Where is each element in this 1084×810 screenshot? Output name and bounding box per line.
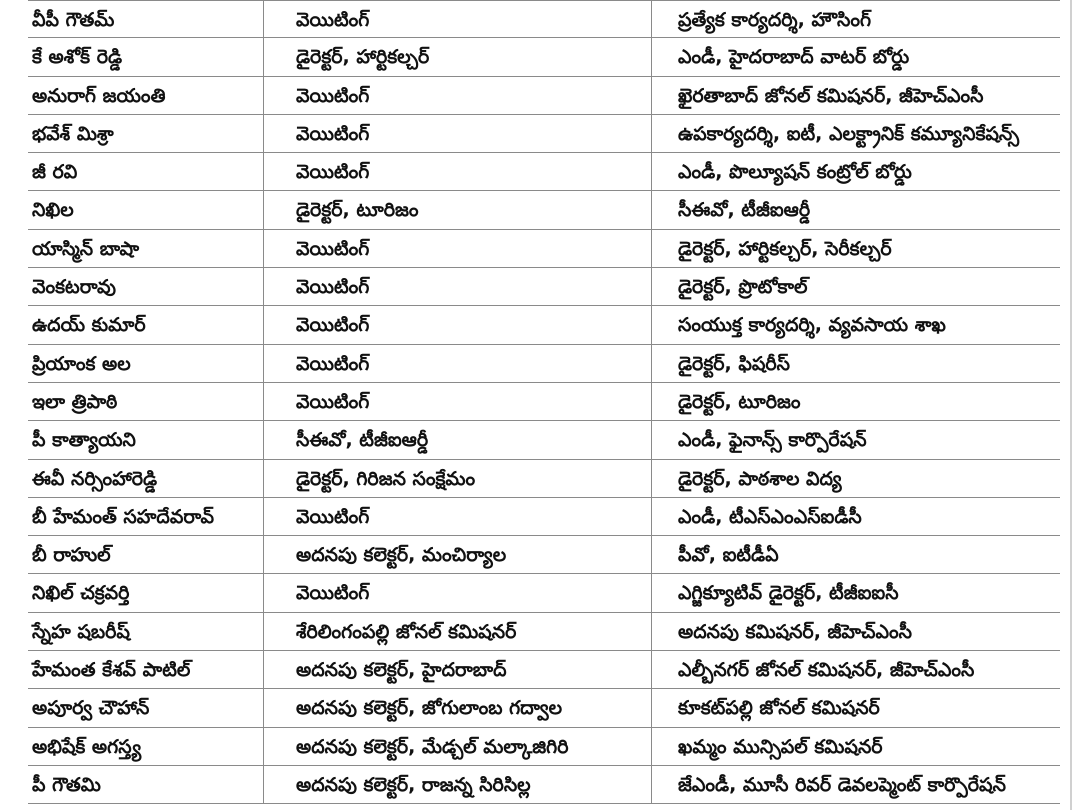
table-row — [28, 345, 1060, 383]
new-post-cell: ఎండీ, హైదరాబాద్ వాటర్ బోర్డు — [678, 46, 910, 69]
table-row — [28, 613, 1060, 651]
officer-name-cell: భవేశ్ మిశ్రా — [28, 115, 264, 152]
officer-name-cell: ఈవీ నర్సింహారెడ్డి — [28, 460, 264, 497]
officer-name-cell: నిఖిల — [28, 191, 264, 228]
new-post-cell: ఎండీ, టీఎస్ఎంఎస్ఐడీసీ — [678, 505, 862, 528]
table-row — [28, 115, 1060, 153]
new-post-cell: ఖమ్మం మున్సిపల్ కమిషనర్ — [678, 735, 883, 758]
officer-name-cell: వెంకటరావు — [28, 268, 264, 305]
table-row — [28, 651, 1060, 689]
officer-name-cell: ప్రియాంక అల — [28, 345, 264, 382]
table-row — [28, 191, 1060, 229]
officer-name-cell: యాస్మిన్ బాషా — [28, 230, 264, 267]
new-post-cell: ఉపకార్యదర్శి, ఐటీ, ఎలక్ట్రానిక్ కమ్యూనికేషన్స్ — [678, 122, 1020, 145]
new-post-cell: డైరెక్టర్, పాఠశాల విద్య — [678, 467, 842, 490]
previous-post-cell: వెయిటింగ్ — [264, 574, 652, 611]
transfers-table — [28, 0, 1060, 804]
table-row — [28, 38, 1060, 76]
table-row — [28, 383, 1060, 421]
table-row — [28, 460, 1060, 498]
officer-name-cell: ఉదయ్ కుమార్ — [28, 306, 264, 343]
table-row — [28, 766, 1060, 804]
previous-post-cell: వెయిటింగ్ — [264, 77, 652, 114]
new-post-cell: ఎండీ, ఫైనాన్స్ కార్పొరేషన్ — [678, 429, 867, 452]
new-post-cell: డైరెక్టర్, ఫిషరీస్ — [678, 352, 791, 375]
new-post-cell: కూకట్‌పల్లి జోనల్ కమిషనర్ — [678, 697, 880, 720]
previous-post-cell: అదనపు కలెక్టర్, మంచిర్యాల — [264, 536, 652, 573]
previous-post-cell: వెయిటింగ్ — [264, 306, 652, 343]
table-row — [28, 77, 1060, 115]
new-post-cell: ఎల్బీనగర్ జోనల్ కమిషనర్, జీహెచ్ఎంసీ — [678, 659, 975, 682]
previous-post-cell: వెయిటింగ్ — [264, 498, 652, 535]
officer-name-cell: బీ హేమంత్ సహదేవరావ్ — [28, 498, 264, 535]
new-post-cell: డైరెక్టర్, టూరిజం — [678, 390, 801, 413]
page-edge-divider — [1070, 0, 1072, 810]
officer-name-cell: బీ రాహుల్ — [28, 536, 264, 573]
previous-post-cell: వెయిటింగ్ — [264, 1, 652, 37]
table-row — [28, 728, 1060, 766]
table-row — [28, 421, 1060, 459]
officer-name-cell: అనురాగ్ జయంతి — [28, 77, 264, 114]
previous-post-cell: అదనపు కలెక్టర్, జోగులాంబ గద్వాల — [264, 689, 652, 726]
table-row — [28, 498, 1060, 536]
previous-post-cell: వెయిటింగ్ — [264, 115, 652, 152]
officer-name-cell: ఇలా త్రిపాఠి — [28, 383, 264, 420]
officer-name-cell: పీ కాత్యాయని — [28, 421, 264, 458]
officer-name-cell: అపూర్వ చౌహాన్ — [28, 689, 264, 726]
officer-name-cell: వీపీ గౌతమ్ — [28, 1, 264, 37]
new-post-cell: సంయుక్త కార్యదర్శి, వ్యవసాయ శాఖ — [678, 314, 946, 337]
previous-post-cell: అదనపు కలెక్టర్, హైదరాబాద్ — [264, 651, 652, 688]
new-post-cell: డైరెక్టర్, ప్రొటోకాల్ — [678, 276, 808, 299]
table-row — [28, 153, 1060, 191]
previous-post-cell: వెయిటింగ్ — [264, 268, 652, 305]
new-post-cell: పీవో, ఐటీడీఏ — [678, 544, 779, 567]
table-body — [28, 0, 1060, 804]
table-row — [28, 574, 1060, 612]
previous-post-cell: డైరెక్టర్, టూరిజం — [264, 191, 652, 228]
new-post-cell: సీఈవో, టీజీఐఆర్డీ — [678, 199, 811, 222]
previous-post-cell: సీఈవో, టీజీఐఆర్డీ — [264, 421, 652, 458]
officer-name-cell: జీ రవి — [28, 153, 264, 190]
table-row — [28, 689, 1060, 727]
previous-post-cell: వెయిటింగ్ — [264, 230, 652, 267]
officer-name-cell: పీ గౌతమి — [28, 766, 264, 803]
table-row — [28, 230, 1060, 268]
officer-name-cell: హేమంత కేశవ్ పాటిల్ — [28, 651, 264, 688]
previous-post-cell: వెయిటింగ్ — [264, 383, 652, 420]
table-row — [28, 536, 1060, 574]
previous-post-cell: డైరెక్టర్, హార్టికల్చర్ — [264, 38, 652, 75]
new-post-cell: ఎండీ, పొల్యూషన్ కంట్రోల్ బోర్డు — [678, 161, 912, 184]
previous-post-cell: వెయిటింగ్ — [264, 153, 652, 190]
previous-post-cell: అదనపు కలెక్టర్, మేడ్చల్ మల్కాజిగిరి — [264, 728, 652, 765]
officer-name-cell: అభిషేక్ అగస్త్య — [28, 728, 264, 765]
new-post-cell: జేఎండీ, మూసీ రివర్ డెవలప్మెంట్ కార్పొరేషన్ — [678, 773, 1006, 796]
officer-name-cell: కే అశోక్ రెడ్డి — [28, 38, 264, 75]
new-post-cell: ఖైరతాబాద్ జోనల్ కమిషనర్, జీహెచ్ఎంసీ — [678, 84, 984, 107]
new-post-cell: అదనపు కమిషనర్, జీహెచ్ఎంసీ — [678, 620, 912, 643]
new-post-cell: ప్రత్యేక కార్యదర్శి, హౌసింగ్ — [678, 9, 872, 31]
previous-post-cell: శేరిలింగంపల్లి జోనల్ కమిషనర్ — [264, 613, 652, 650]
previous-post-cell: వెయిటింగ్ — [264, 345, 652, 382]
officer-name-cell: నిఖిల్ చక్రవర్తి — [28, 574, 264, 611]
table-row — [28, 306, 1060, 344]
table-row — [28, 0, 1060, 38]
new-post-cell: ఎగ్జిక్యూటివ్ డైరెక్టర్, టీజీఐఐసీ — [678, 582, 899, 605]
previous-post-cell: డైరెక్టర్, గిరిజన సంక్షేమం — [264, 460, 652, 497]
table-row — [28, 268, 1060, 306]
officer-name-cell: స్నేహ షబరీష్ — [28, 613, 264, 650]
previous-post-cell: అదనపు కలెక్టర్, రాజన్న సిరిసిల్ల — [264, 766, 652, 803]
new-post-cell: డైరెక్టర్, హార్టికల్చర్, సెరీకల్చర్ — [678, 237, 892, 260]
